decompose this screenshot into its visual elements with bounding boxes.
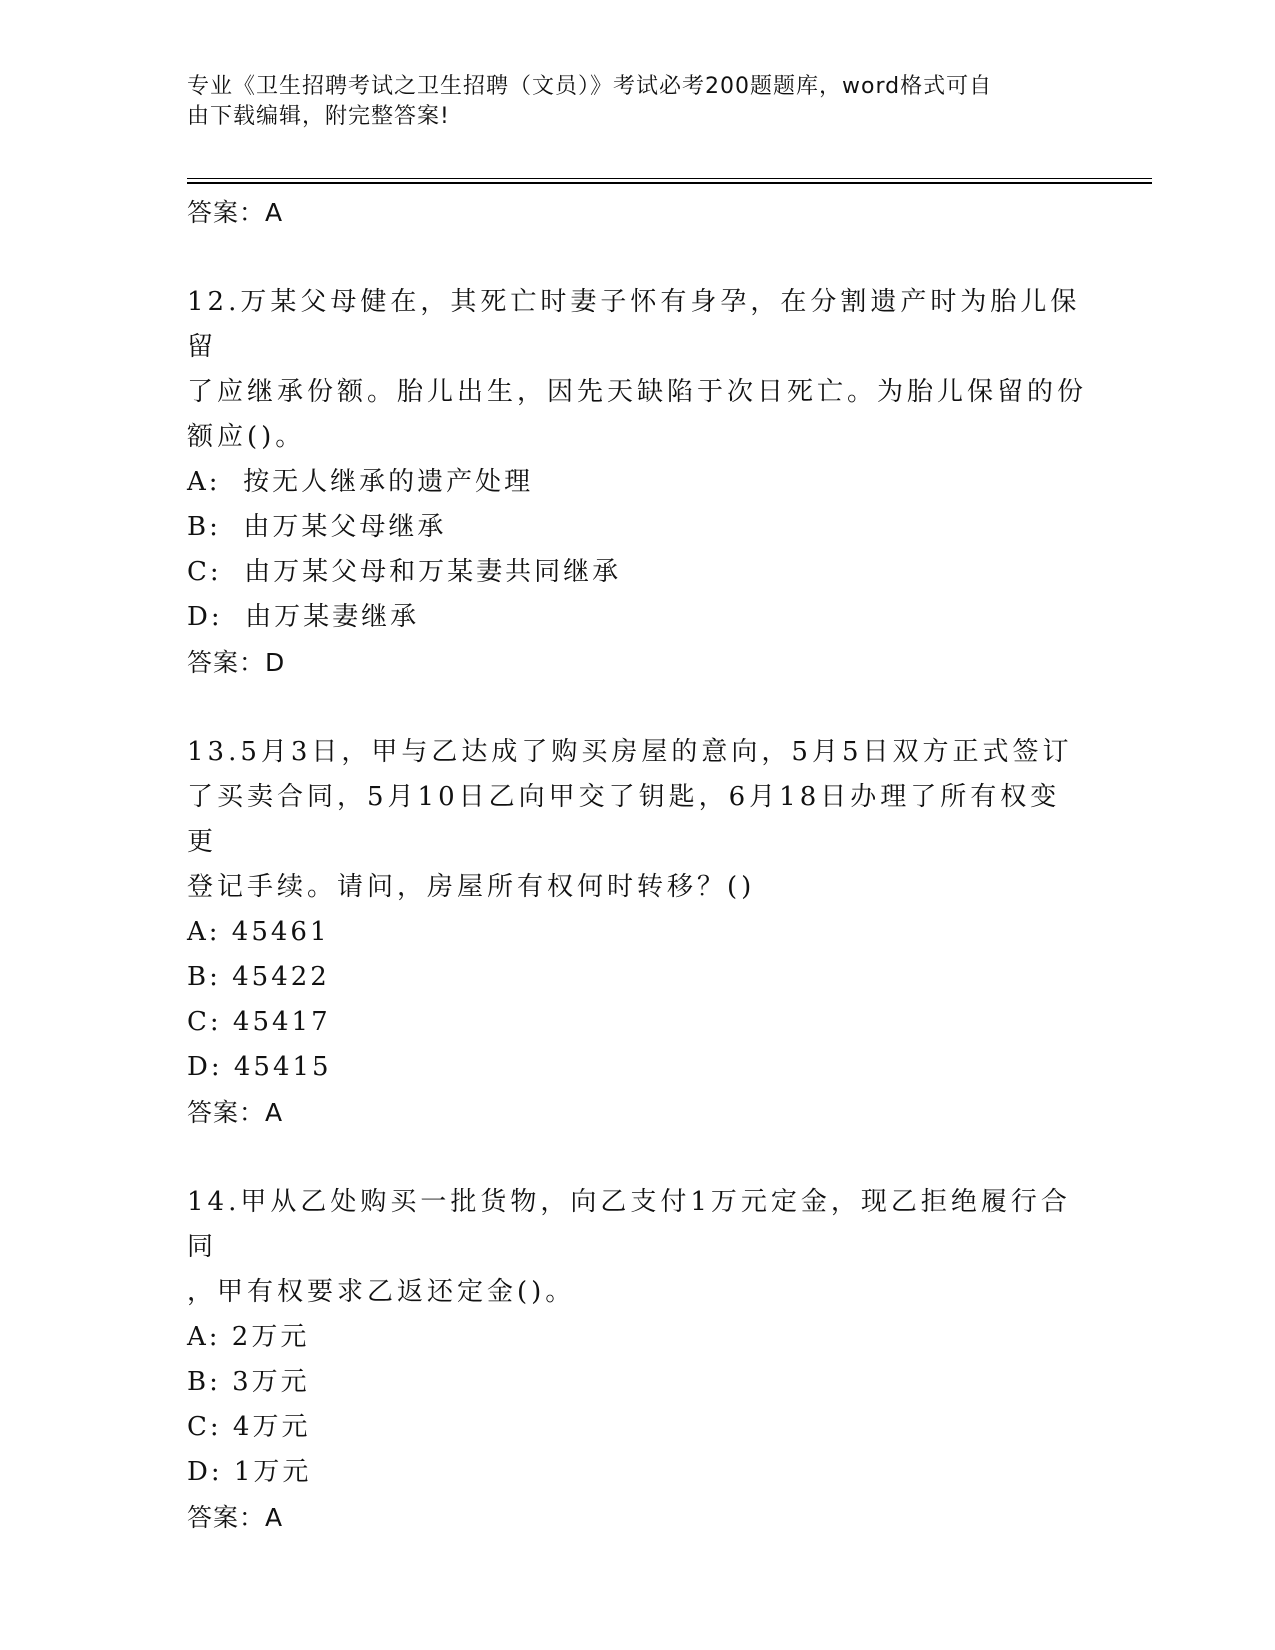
option-a: A: 2万元	[187, 1322, 310, 1352]
question-stem-line: 额应()。	[187, 422, 306, 452]
option-a: A: 45461	[187, 917, 330, 947]
question-13	[187, 730, 1087, 1135]
question-stem-line: 了买卖合同，5月10日乙向甲交了钥匙，6月18日办理了所有权变更	[187, 782, 1061, 857]
question-stem-line: 了应继承份额。胎儿出生，因先天缺陷于次日死亡。为胎儿保留的份	[187, 377, 1088, 407]
question-12	[187, 280, 1087, 685]
question-gap	[187, 235, 1087, 280]
document-header	[187, 72, 1077, 132]
answer-line: 答案：D	[187, 648, 286, 677]
option-d: D: 45415	[187, 1052, 332, 1082]
question-stem-line: ，甲有权要求乙返还定金()。	[187, 1277, 576, 1307]
option-d: D: 由万某妻继承	[187, 602, 420, 632]
question-gap	[187, 1135, 1087, 1180]
question-14	[187, 1180, 1087, 1540]
option-b: B: 45422	[187, 962, 330, 992]
header-divider	[187, 178, 1152, 184]
question-stem-line: 12.万某父母健在，其死亡时妻子怀有身孕，在分割遗产时为胎儿保留	[187, 287, 1081, 362]
answer-line: 答案：A	[187, 1098, 284, 1127]
option-d: D: 1万元	[187, 1457, 312, 1487]
question-stem-line: 14.甲从乙处购买一批货物，向乙支付1万元定金，现乙拒绝履行合同	[187, 1187, 1071, 1262]
question-stem-line: 13.5月3日，甲与乙达成了购买房屋的意向，5月5日双方正式签订	[187, 737, 1073, 767]
question-stem-line: 登记手续。请问，房屋所有权何时转移？()	[187, 872, 756, 902]
header-line-1: 专业《卫生招聘考试之卫生招聘（文员）》考试必考200题题库，word格式可自	[187, 74, 993, 99]
answer-line: 答案：A	[187, 1503, 284, 1532]
header-line-2: 由下载编辑，附完整答案!	[187, 104, 450, 129]
option-c: C: 由万某父母和万某妻共同继承	[187, 557, 622, 587]
question-list	[187, 190, 1087, 1540]
question-gap	[187, 685, 1087, 730]
option-b: B: 由万某父母继承	[187, 512, 447, 542]
option-c: C: 45417	[187, 1007, 331, 1037]
option-c: C: 4万元	[187, 1412, 311, 1442]
option-b: B: 3万元	[187, 1367, 310, 1397]
option-a: A: 按无人继承的遗产处理	[187, 467, 534, 497]
previous-answer: 答案：A	[187, 198, 284, 227]
